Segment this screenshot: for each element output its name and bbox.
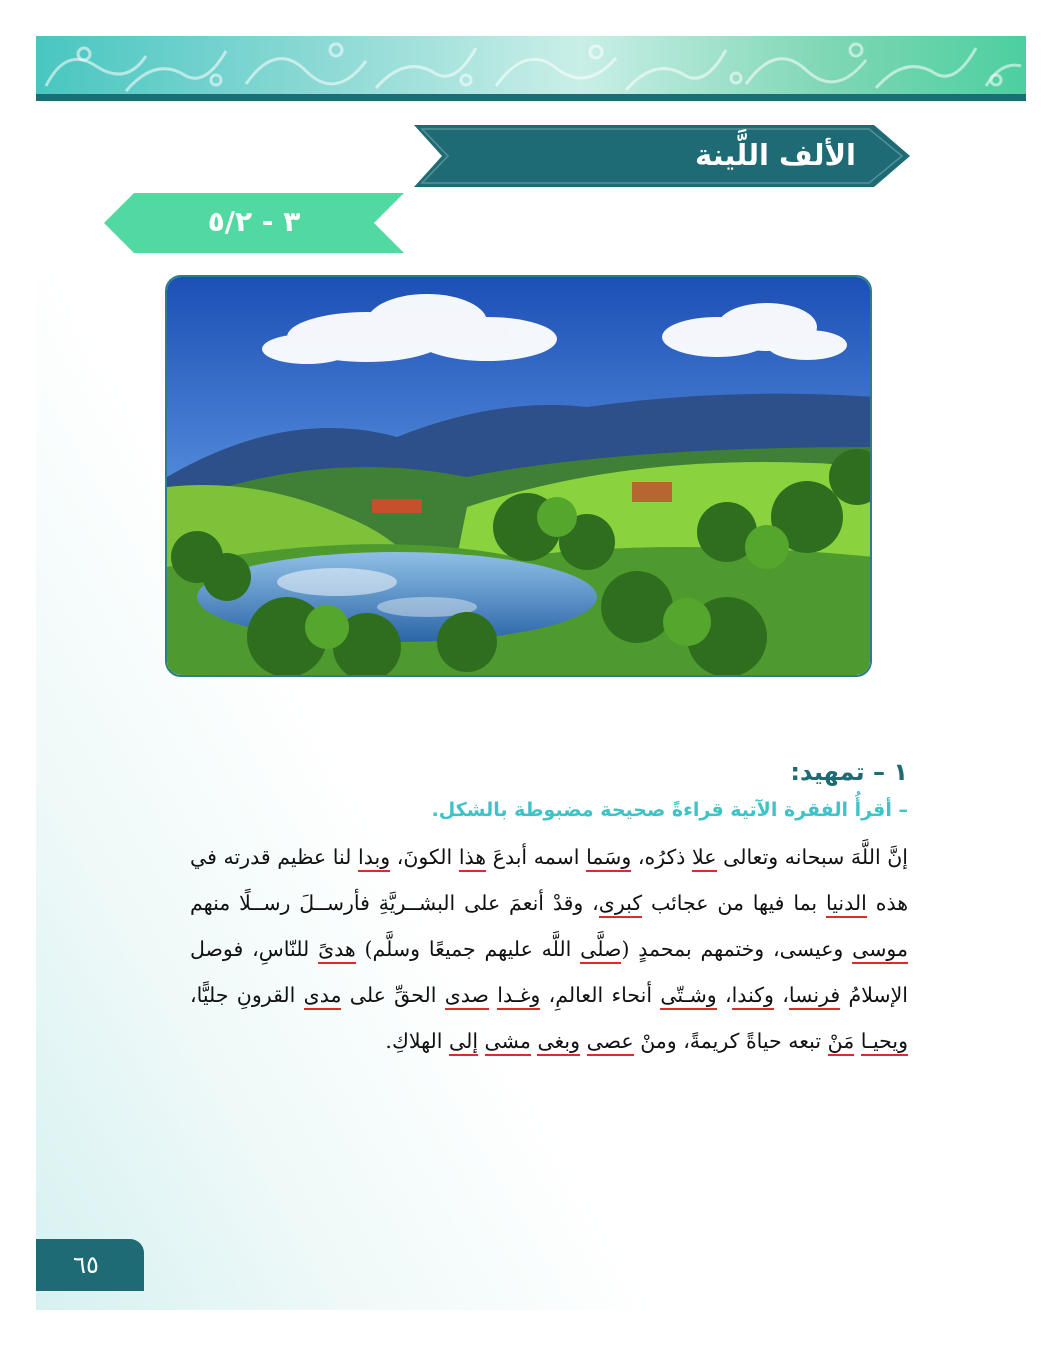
paragraph-text: ذكرُه، — [631, 845, 693, 869]
underlined-word: كبرى — [599, 891, 642, 918]
paragraph-text: ، — [716, 983, 732, 1007]
underlined-word: الدنيا — [826, 891, 867, 918]
section-heading: ١ – تمهيد: — [790, 758, 908, 786]
section-number-ribbon — [104, 193, 404, 253]
underlined-word: مدى — [304, 983, 342, 1010]
calligraphy-pattern-icon — [36, 36, 1026, 96]
banner-divider-line — [36, 94, 1026, 101]
paragraph-text: إنَّ اللَّهَ سبحانه وتعالى — [716, 845, 909, 869]
paragraph-text: الحقِّ على — [341, 983, 445, 1007]
lesson-title-ribbon — [414, 125, 910, 187]
underlined-word: مَنْ — [828, 1029, 855, 1056]
landscape-photo-icon — [167, 277, 872, 677]
underlined-word: وبغى — [537, 1029, 580, 1056]
underlined-word: وبدا — [358, 845, 390, 872]
paragraph-text: الكونَ، — [390, 845, 459, 869]
underlined-word: وسَما — [586, 845, 631, 872]
underlined-word: وكندا — [732, 983, 774, 1010]
underlined-word: علا — [692, 845, 716, 872]
paragraph-text: الهلاكِ. — [385, 1029, 449, 1053]
paragraph-text: القرونِ جليًّا، — [190, 983, 304, 1007]
reading-paragraph — [190, 834, 908, 1064]
lesson-title: الألف اللَّينة — [695, 138, 856, 172]
page-number: ٦٥ — [73, 1251, 99, 1279]
paragraph-text — [489, 983, 497, 1007]
paragraph-text — [478, 1029, 485, 1053]
paragraph-text: تبعه حياةً كريمةً، ومنْ — [633, 1029, 828, 1053]
section-number: ٣ - ٥/٢ — [207, 205, 301, 238]
underlined-word: صلَّى — [580, 937, 621, 964]
underlined-word: ويحيـا — [861, 1029, 908, 1056]
top-decorative-banner — [36, 36, 1026, 96]
paragraph-text — [580, 1029, 587, 1053]
paragraph-text: بما فيها من عجائب — [642, 891, 826, 915]
paragraph-text: للنّاسِ، فوصل الإسلامُ — [190, 937, 908, 1007]
underlined-word: هذا — [459, 845, 486, 872]
underlined-word: إلى — [449, 1029, 478, 1056]
underlined-word: فرنسا — [789, 983, 840, 1010]
paragraph-text: اللَّه عليهم جميعًا وسلَّم) — [355, 937, 581, 961]
paragraph-text — [854, 1029, 861, 1053]
lesson-content — [190, 752, 908, 1064]
paragraph-text: ، — [773, 983, 789, 1007]
underlined-word: موسى — [852, 937, 908, 964]
paragraph-text: ، وقدْ أنعمَ على البشــريَّةِ فأرســلَ رســلًا منهم — [190, 891, 599, 915]
underlined-word: هدىً — [318, 937, 356, 964]
underlined-word: وشـتّى — [660, 983, 716, 1010]
paragraph-text: لنا عظيم قدرته في هذه — [190, 845, 909, 915]
paragraph-text: أنحاء العالمِ، — [540, 983, 661, 1007]
underlined-word: وغـدا — [497, 983, 540, 1010]
underlined-word: عصى — [587, 1029, 634, 1056]
page-number-tab — [36, 1239, 144, 1291]
landscape-photo — [165, 275, 872, 677]
paragraph-text: اسمه أبدعَ — [486, 845, 587, 869]
reading-instruction: – أقرأُ الفقرة الآتية قراءةً صحيحة مضبوطة بالشكل. — [431, 799, 908, 821]
underlined-word: مشى — [485, 1029, 531, 1056]
paragraph-text: وعيسى، وختمهم بمحمدٍ ( — [621, 937, 853, 961]
underlined-word: صدى — [445, 983, 489, 1010]
